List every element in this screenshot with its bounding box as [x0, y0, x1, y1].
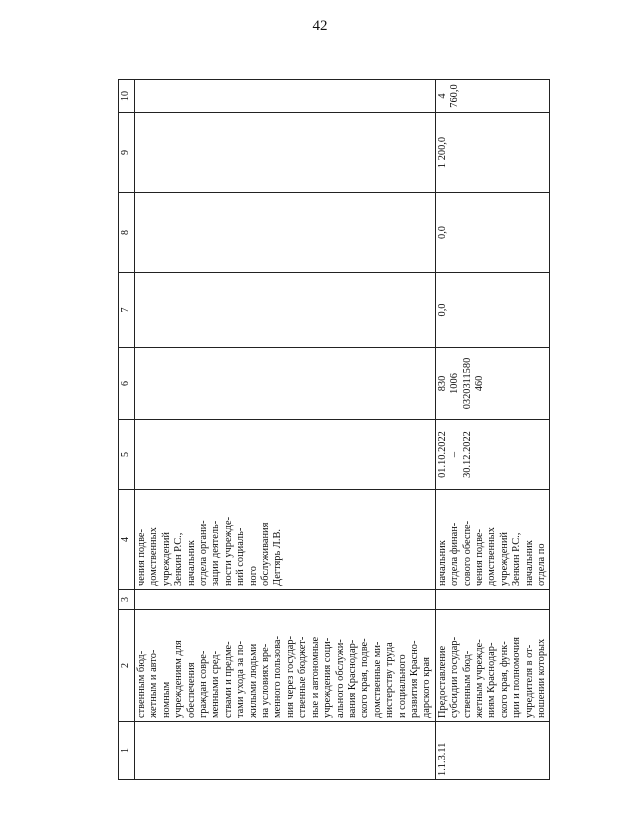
- text-line: начальник: [436, 540, 448, 586]
- row-description: [435, 610, 550, 722]
- text-line: менными сред-: [210, 650, 222, 718]
- header-cell: 10: [119, 80, 135, 113]
- text-line: Предоставление: [436, 645, 448, 718]
- row-responsible: [435, 490, 550, 590]
- text-line: чения подве-: [473, 529, 485, 586]
- text-line: субсидии государ-: [449, 636, 461, 718]
- header-cell: 6: [119, 348, 135, 420]
- text-line: жетным и авто-: [148, 649, 160, 718]
- row-period: [135, 420, 436, 490]
- text-line: домственных: [148, 527, 160, 586]
- row-col3: [135, 590, 436, 610]
- text-line: обслуживания: [260, 522, 272, 586]
- text-line: 460: [473, 375, 485, 392]
- table-row: [435, 80, 550, 780]
- text-line: ального обслужи-: [334, 639, 346, 718]
- text-line: менного пользова-: [272, 636, 284, 718]
- text-line: Дегтярь Л.В.: [272, 529, 284, 586]
- text-line: ственным бюд-: [136, 650, 147, 718]
- text-line: ственные бюджет-: [297, 636, 309, 718]
- text-line: жетным учрежде-: [473, 639, 485, 718]
- text-line: домственные ми-: [371, 641, 383, 718]
- text-line: учреждений: [160, 532, 172, 586]
- text-line: ского края, функ-: [498, 641, 510, 718]
- text-line: обеспечения: [185, 662, 197, 718]
- row-description: [135, 610, 436, 722]
- text-line: 01.10.2022: [436, 431, 448, 478]
- text-line: ные и автономные: [309, 636, 321, 718]
- table-row: [135, 80, 436, 780]
- text-line: и социального: [396, 654, 408, 718]
- budget-table: [118, 79, 550, 780]
- text-line: Зенкин Р.С.,: [511, 532, 523, 586]
- row-value-10: 4 760,0: [435, 80, 550, 113]
- text-line: чения подве-: [136, 529, 147, 586]
- text-line: ношении которых: [536, 638, 547, 718]
- text-line: нистерству труда: [384, 642, 396, 718]
- text-line: ствами и предме-: [222, 641, 234, 718]
- header-cell: 2: [119, 610, 135, 722]
- text-line: на условиях вре-: [260, 643, 272, 718]
- text-line: ности учрежде-: [222, 516, 234, 586]
- text-line: учреждениям для: [173, 640, 185, 718]
- text-line: учредителя в от-: [523, 644, 535, 718]
- header-cell: 7: [119, 273, 135, 348]
- text-line: зации деятель-: [210, 520, 222, 586]
- text-line: ского края, подве-: [359, 638, 371, 718]
- text-line: развития Красно-: [408, 640, 420, 718]
- text-line: ний социаль-: [235, 527, 247, 586]
- header-cell: 5: [119, 420, 135, 490]
- page-number: 42: [312, 18, 328, 34]
- text-line: отдела органи-: [198, 520, 210, 586]
- row-code: 1.1.3.11: [435, 722, 550, 780]
- row-code: [135, 722, 436, 780]
- text-line: –: [449, 451, 461, 458]
- text-line: вания Краснодар-: [346, 639, 358, 718]
- header-cell: 1: [119, 722, 135, 780]
- row-value-8: [135, 193, 436, 273]
- header-cell: 4: [119, 490, 135, 590]
- text-line: граждан совре-: [198, 650, 210, 718]
- text-line: дарского края: [421, 657, 433, 718]
- text-line: начальник: [523, 540, 535, 586]
- row-budget-code: [135, 348, 436, 420]
- text-line: отдела финан-: [449, 522, 461, 586]
- header-cell: 3: [119, 590, 135, 610]
- row-value-8: 0,0: [435, 193, 550, 273]
- header-cell: 8: [119, 193, 135, 273]
- header-cell: 9: [119, 113, 135, 193]
- text-line: 830: [436, 375, 448, 392]
- text-line: ного: [247, 566, 259, 586]
- row-col3: [435, 590, 550, 610]
- text-line: тами ухода за по-: [235, 641, 247, 718]
- text-line: сового обеспе-: [461, 520, 473, 586]
- row-value-9: [135, 113, 436, 193]
- text-line: ниям Краснодар-: [486, 642, 498, 718]
- text-line: отдела по: [536, 543, 547, 586]
- text-line: ции и полномочия: [511, 637, 523, 718]
- row-period: [435, 420, 550, 490]
- rotated-table-container: [118, 80, 547, 780]
- row-value-10: [135, 80, 436, 113]
- text-line: Зенкин Р.С.,: [173, 532, 185, 586]
- text-line: 30.12.2022: [461, 431, 473, 478]
- row-responsible: [135, 490, 436, 590]
- row-value-7: [135, 273, 436, 348]
- text-line: 0320311580: [461, 357, 473, 410]
- text-line: жилыми людьми: [247, 643, 259, 718]
- text-line: 1006: [449, 373, 461, 394]
- row-budget-code: [435, 348, 550, 420]
- row-value-7: 0,0: [435, 273, 550, 348]
- text-line: учреждения соци-: [322, 637, 334, 718]
- text-line: домственных: [486, 527, 498, 586]
- header-row: [119, 80, 135, 780]
- row-value-9: 1 200,0: [435, 113, 550, 193]
- text-line: начальник: [185, 540, 197, 586]
- text-line: ственным бюд-: [461, 650, 473, 718]
- text-line: учреждений: [498, 532, 510, 586]
- text-line: номным: [160, 681, 172, 718]
- text-line: ния через государ-: [284, 636, 296, 718]
